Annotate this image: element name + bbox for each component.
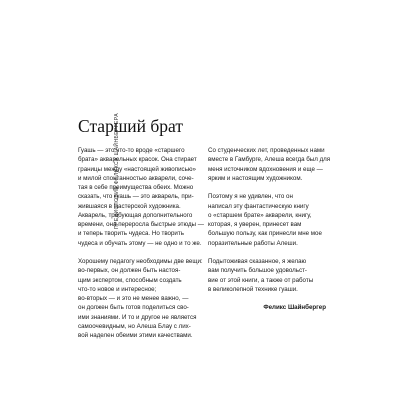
paragraph bbox=[208, 192, 326, 248]
text-line: чудеса и обучать этому — не одно и то же. bbox=[78, 239, 202, 247]
text-line: о «старшем брате» акварели, книгу, bbox=[208, 211, 312, 219]
text-line: щим экспертом, способным создать bbox=[78, 276, 182, 284]
side-running-head: ПРЕДИСЛОВИЕ ФЕЛИКСА ШАЙНБЕРГЕРА bbox=[114, 112, 120, 229]
text-line: ими знаниями. И то и другое не является bbox=[78, 313, 197, 321]
right-text-column bbox=[208, 146, 331, 313]
chapter-title: Старший брат bbox=[78, 116, 184, 136]
text-line: и теперь творить чудеса. Но творить bbox=[78, 230, 184, 238]
text-line: брата» акварельных красок. Она стирает bbox=[78, 156, 197, 164]
text-line: Гуашь — это что-то вроде «старшего bbox=[78, 147, 185, 154]
paragraph bbox=[78, 146, 204, 248]
text-line: вместе в Гамбурге, Алеша всегда был для bbox=[208, 156, 331, 164]
text-line: во-вторых — и это не менее важно, — bbox=[78, 295, 189, 302]
text-line: Поэтому я не удивлен, что он bbox=[208, 193, 293, 201]
text-line: вой наделен обеими этими качествами. bbox=[78, 332, 193, 339]
text-line: сказать, что гуашь — это акварель, при- bbox=[78, 193, 194, 201]
text-line: что-то новое и интересное; bbox=[78, 285, 157, 293]
text-line: во-первых, он должен быть настоя- bbox=[78, 267, 181, 275]
text-line: он должен быть готов поделиться сво- bbox=[78, 304, 189, 312]
text-line: написал эту фантастическую книгу bbox=[208, 202, 309, 210]
author-signature: Феликс Шайнбергер bbox=[263, 304, 326, 312]
text-line: меня источником вдохновения и еще — bbox=[208, 165, 323, 173]
paragraph bbox=[208, 146, 331, 183]
text-line: самоочевидным, но Алеша Блау с лих- bbox=[78, 322, 191, 330]
text-line: вам получить большое удовольст- bbox=[208, 267, 307, 275]
text-line: границы между «настоящей живописью» bbox=[78, 165, 196, 173]
text-line: времени, она переросла быстрые этюды — bbox=[78, 221, 204, 228]
text-line: ярким и настоящим художником. bbox=[208, 174, 303, 182]
text-line: большую пользу, как принесли мне мое bbox=[208, 230, 322, 238]
paragraph bbox=[208, 257, 326, 294]
left-text-column bbox=[78, 146, 204, 350]
text-line: Акварель, требующая дополнительного bbox=[78, 211, 193, 219]
text-line: поразительные работы Алеши. bbox=[208, 239, 298, 247]
text-line: Хорошему педагогу необходимы две вещи: bbox=[78, 258, 203, 265]
text-line: и милой спонтанностью акварели, соче- bbox=[78, 174, 194, 182]
text-line: в великолепной технике гуаши. bbox=[208, 285, 298, 293]
text-line: которая, я уверен, принесет вам bbox=[208, 221, 302, 228]
text-line: Со студенческих лет, проведенных нами bbox=[208, 147, 325, 154]
text-line: тая в себе преимущества обеих. Можно bbox=[78, 184, 194, 191]
text-line: Подытоживая сказанное, я желаю bbox=[208, 258, 307, 265]
text-line: жившаяся в мастерской художника. bbox=[78, 202, 181, 210]
text-line: вие от этой книги, а также от работы bbox=[208, 276, 314, 284]
paragraph bbox=[78, 257, 203, 340]
